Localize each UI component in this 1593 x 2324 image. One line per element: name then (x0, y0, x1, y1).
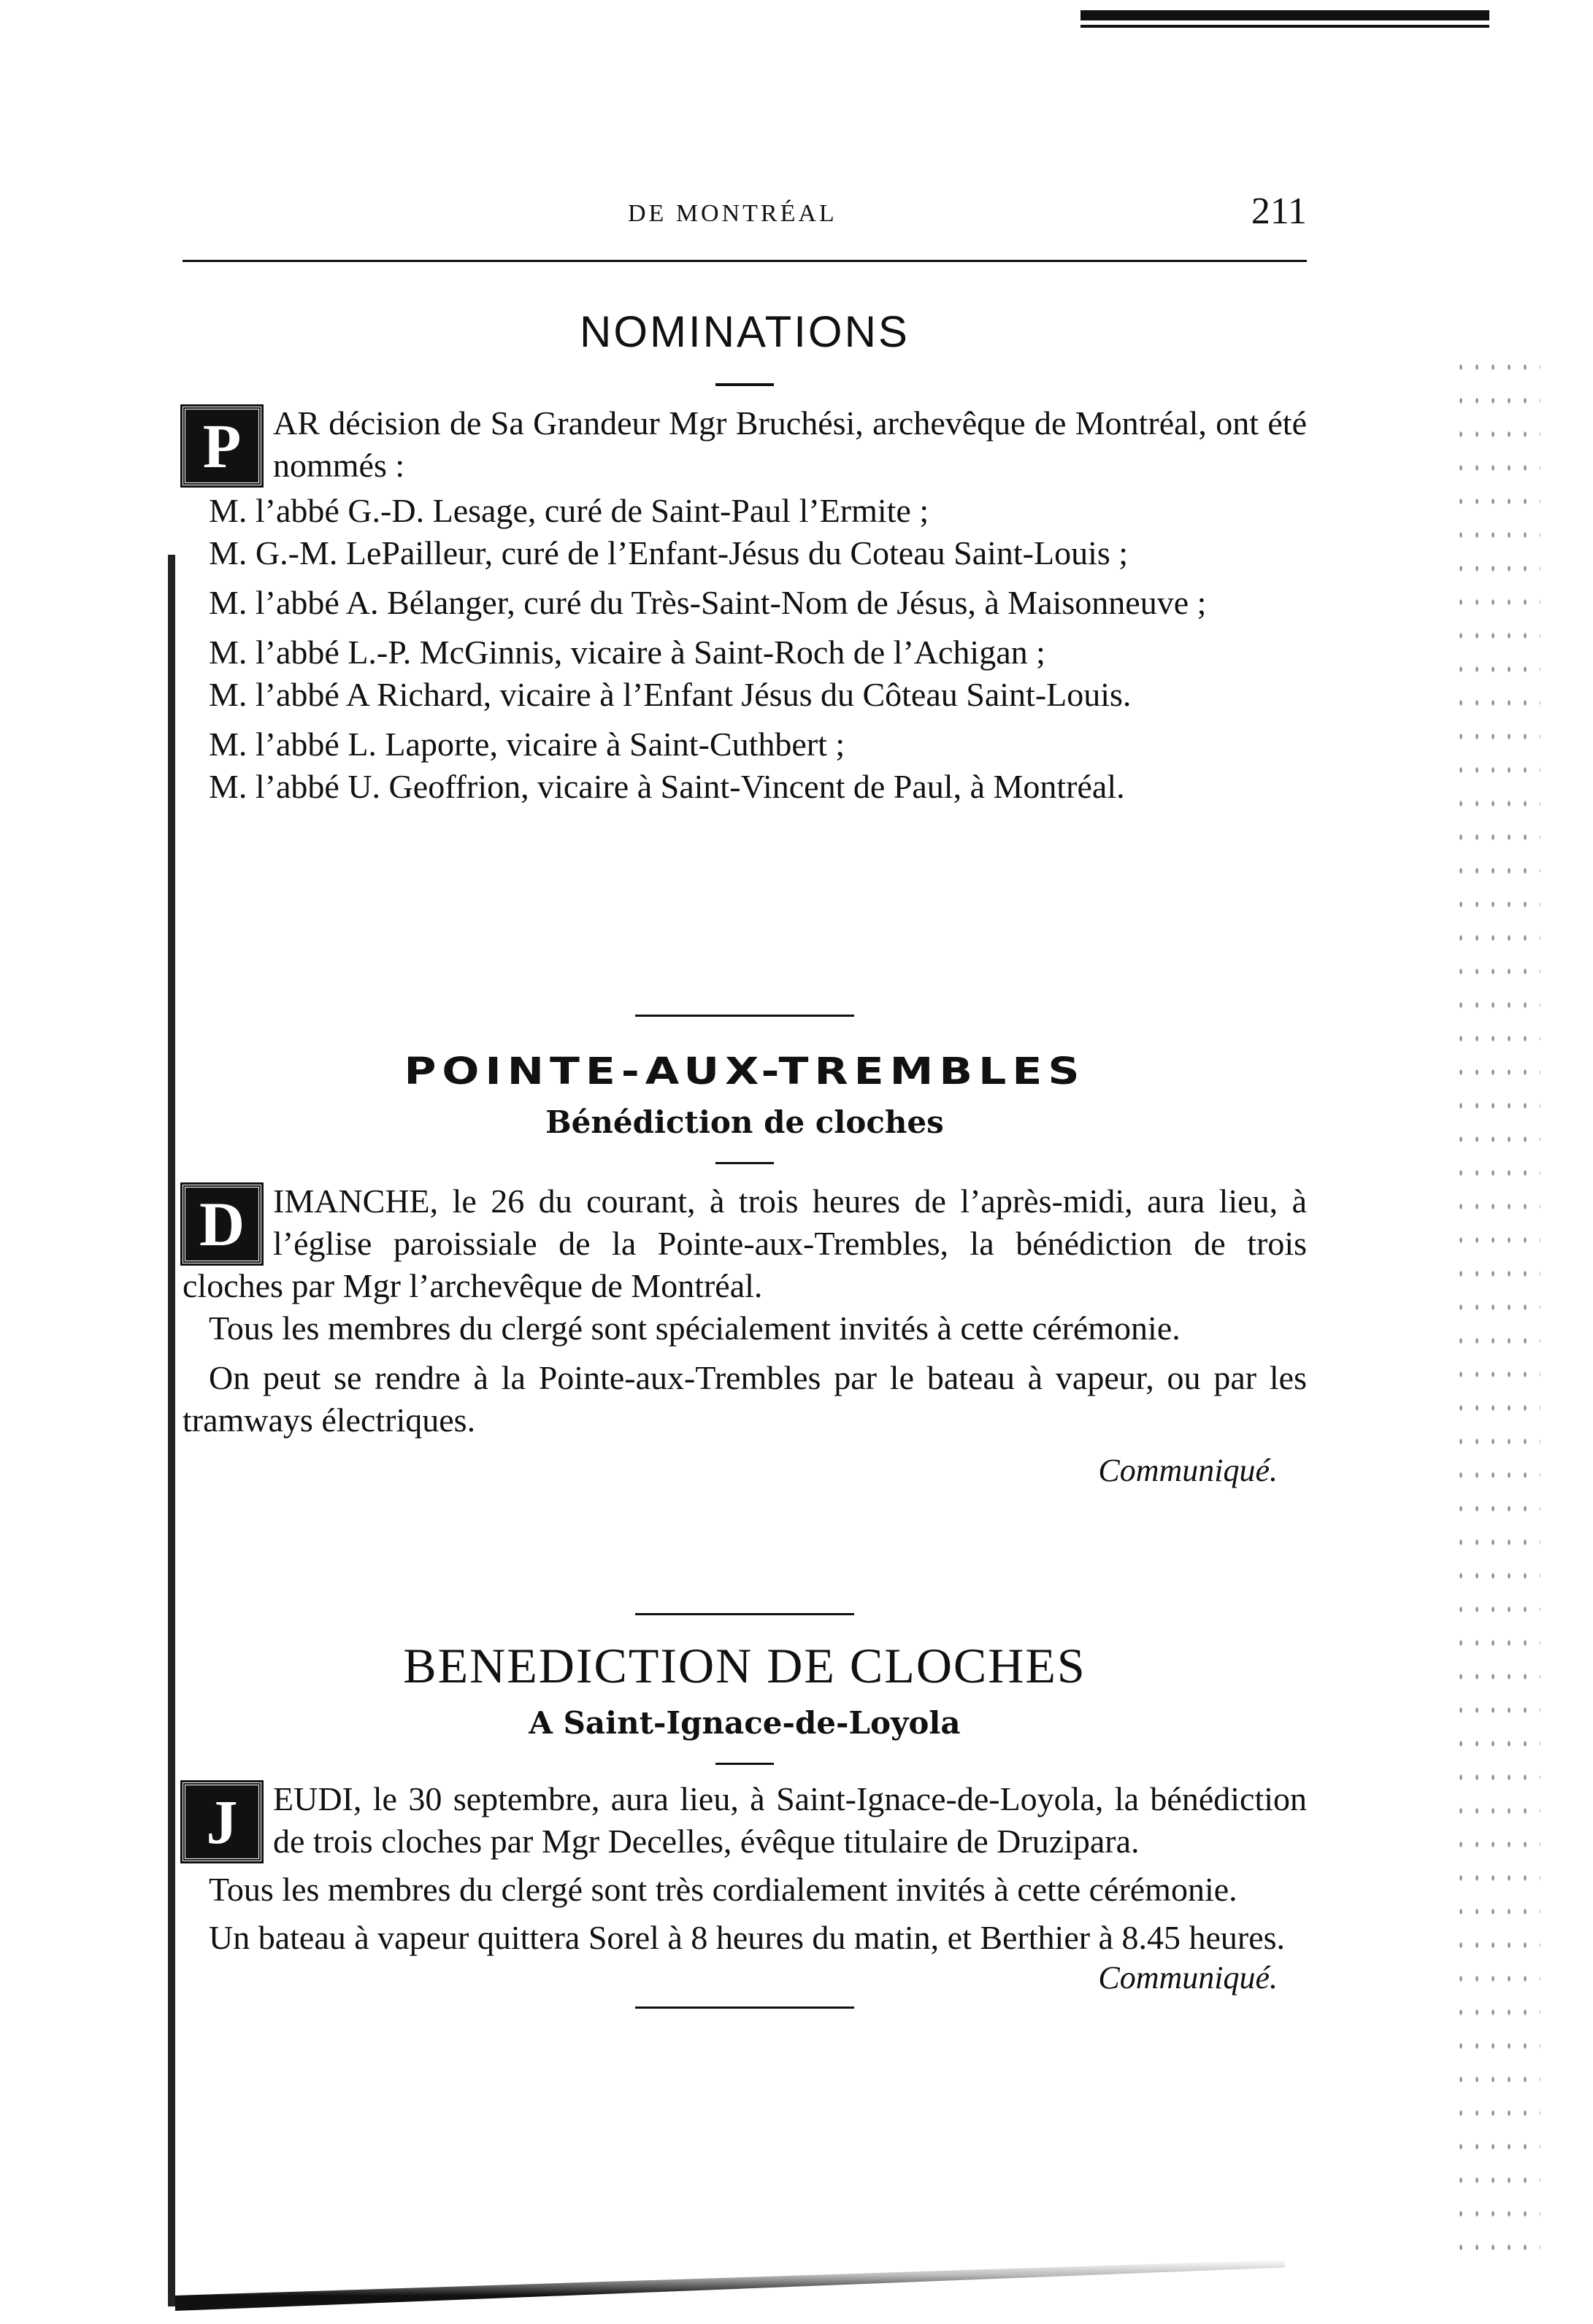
nomination-entry: M. l’abbé A. Bélanger, curé du Très-Saint-Nom de Jésus, à Maisonneuve ; (209, 584, 1207, 621)
nomination-entry: M. l’abbé L. Laporte, vicaire à Saint-Cuthbert ; (209, 726, 845, 763)
page-number: 211 (1251, 191, 1307, 232)
nomination-entry: M. l’abbé U. Geoffrion, vicaire à Saint-Vincent de Paul, à Montréal. (209, 768, 1125, 805)
scan-left-shadow (168, 555, 175, 2306)
nomination-entry: M. l’abbé A Richard, vicaire à l’Enfant Jésus du Côteau Saint-Louis. (209, 676, 1132, 713)
nominations-section (183, 307, 1307, 808)
divider (715, 1763, 774, 1765)
pointe-title: POINTE-AUX-TREMBLES (404, 1050, 1086, 1093)
loyola-section (183, 1613, 1307, 2009)
loyola-text: EUDI, le 30 septembre, aura lieu, à Saint-Ignace-de-Loyola, la bénédiction de trois cloches par Mgr Decelles, évêque titulaire de Druzipara. (273, 1780, 1307, 1860)
pointe-subtitle: Bénédiction de cloches (545, 1104, 944, 1140)
loyola-subtitle: A Saint-Ignace-de-Loyola (529, 1705, 961, 1741)
scan-edge-bar (1080, 25, 1489, 28)
pointe-paragraph (183, 1180, 1307, 1307)
pointe-paragraph: On peut se rendre à la Pointe-aux-Trembles par le bateau à vapeur, ou par les tramways électriques. (183, 1359, 1307, 1439)
loyola-paragraph: Tous les membres du clergé sont très cordialement invités à cette cérémonie. (209, 1871, 1237, 1908)
intro-text: AR décision de Sa Grandeur Mgr Bruchési, archevêque de Montréal, ont été nommés : (273, 404, 1307, 484)
divider (635, 2006, 854, 2009)
dropcap: D (183, 1185, 261, 1263)
scan-edge-bar (1080, 10, 1489, 20)
signature: Communiqué. (1098, 1452, 1278, 1488)
running-title: DE MONTRÉAL (628, 200, 837, 227)
pointe-paragraph: Tous les membres du clergé sont spécialement invités à cette cérémonie. (209, 1309, 1181, 1347)
scan-noise (1453, 350, 1540, 2263)
pointe-section (183, 1015, 1307, 1489)
divider (715, 383, 774, 386)
divider (635, 1613, 854, 1615)
nominations-intro (183, 402, 1307, 487)
header-rule (183, 260, 1307, 262)
nomination-entry: M. l’abbé L.-P. McGinnis, vicaire à Saint-Roch de l’Achigan ; (209, 634, 1045, 671)
divider (715, 1162, 774, 1164)
nomination-entry: M. G.-M. LePailleur, curé de l’Enfant-Jésus du Coteau Saint-Louis ; (209, 534, 1129, 572)
nominations-title: NOMINATIONS (580, 307, 910, 356)
running-head (183, 190, 1307, 241)
dropcap: P (183, 407, 261, 485)
dropcap: J (183, 1782, 261, 1861)
signature: Communiqué. (1098, 1960, 1278, 1996)
nomination-entry: M. l’abbé G.-D. Lesage, curé de Saint-Paul l’Ermite ; (209, 492, 929, 529)
pointe-text: IMANCHE, le 26 du courant, à trois heures de l’après-midi, aura lieu, à l’église paroissiale de la Pointe-aux-Trembles, la bénédiction de trois cloches par Mgr l’archevêque de Montréal. (183, 1182, 1307, 1304)
divider (635, 1015, 854, 1017)
loyola-paragraph: Un bateau à vapeur quittera Sorel à 8 heures du matin, et Berthier à 8.45 heures. (209, 1919, 1286, 1956)
loyola-paragraph (183, 1778, 1307, 1863)
loyola-title: BENEDICTION DE CLOCHES (403, 1638, 1086, 1693)
scan-bottom-shadow (175, 2260, 1285, 2311)
